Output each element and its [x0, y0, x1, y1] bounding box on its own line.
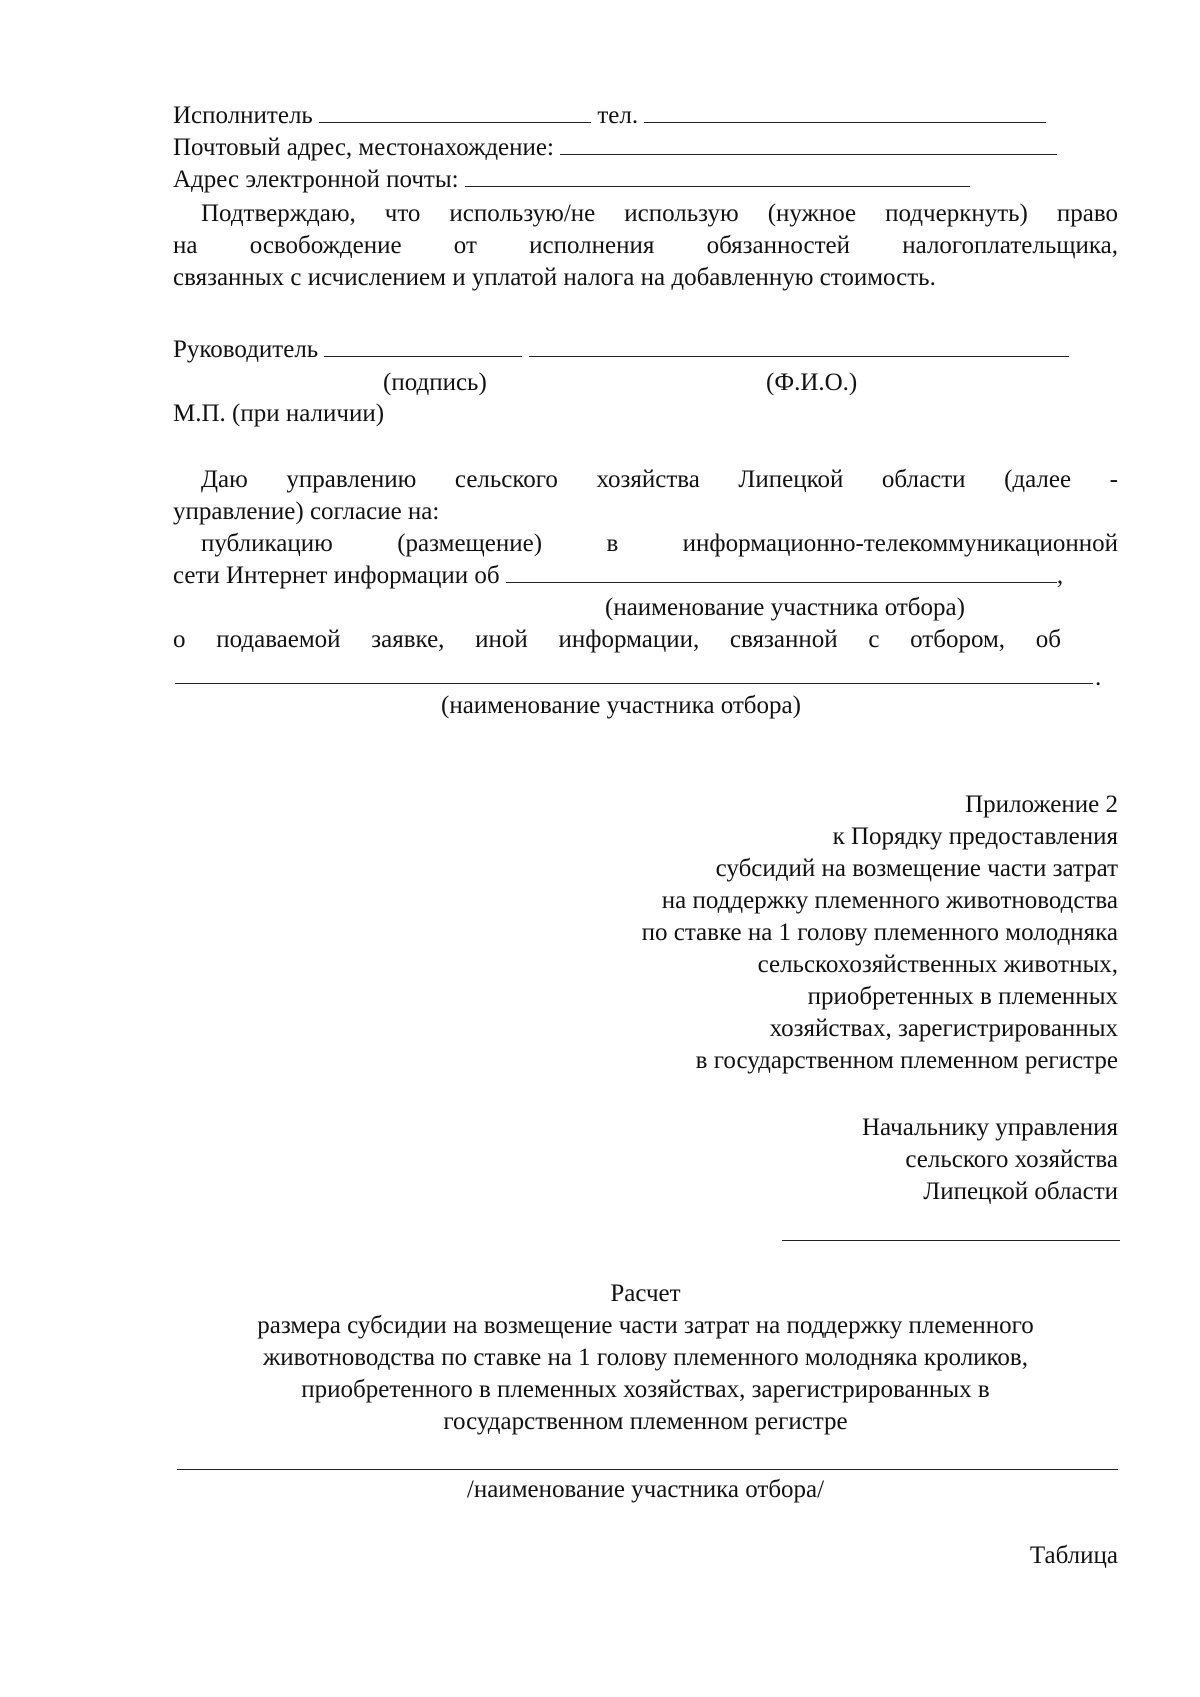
postal-address-label: Почтовый адрес, местонахождение: — [173, 134, 554, 161]
fio-caption: (Ф.И.О.) — [766, 369, 858, 396]
postal-address-line — [173, 132, 1118, 164]
addressee-block — [680, 1112, 1118, 1208]
consent-period: . — [1095, 664, 1102, 691]
participant-name-blank-1 — [506, 560, 1057, 583]
tel-label: тел. — [597, 102, 639, 129]
appendix-line: хозяйствах, зарегистрированных — [769, 1015, 1118, 1042]
calculation-subtitle-line: приобретенного в племенных хозяйствах, зарегистрированных в — [301, 1376, 990, 1403]
participant-name-blank-3 — [177, 1469, 1118, 1470]
appendix-header — [480, 789, 1118, 1077]
participant-caption-1: (наименование участника отбора) — [605, 594, 965, 621]
vat-statement-line-2: на освобождение от исполнения обязанностей налогоплательщика, — [173, 232, 1118, 259]
appendix-line: сельскохозяйственных животных, — [757, 951, 1118, 978]
calculation-subtitle — [173, 1310, 1118, 1438]
table-label: Таблица — [1029, 1542, 1118, 1569]
signature-caption: (подпись) — [383, 369, 487, 396]
tel-blank — [644, 100, 1046, 123]
appendix-line: на поддержку племенного животноводства — [661, 887, 1118, 914]
appendix-line: в государственном племенном регистре — [695, 1047, 1118, 1074]
appendix-line: Приложение 2 — [965, 791, 1118, 818]
addressee-line: сельского хозяйства — [905, 1146, 1118, 1173]
consent-line-4-text: сети Интернет информации об — [173, 562, 500, 589]
addressee-line: Липецкой области — [923, 1178, 1118, 1205]
postal-address-blank — [560, 132, 1057, 155]
participant-caption-2: (наименование участника отбора) — [441, 692, 801, 719]
participant-caption-3: /наименование участника отбора/ — [466, 1476, 825, 1503]
addressee-name-blank — [782, 1240, 1120, 1241]
consent-line-3: публикацию (размещение) в информационно-телекоммуникационной — [201, 530, 1118, 557]
vat-statement-line-3: связанных с исчислением и уплатой налога на добавленную стоимость. — [173, 264, 936, 291]
appendix-line: к Порядку предоставления — [832, 823, 1118, 850]
executor-label: Исполнитель — [173, 102, 313, 129]
addressee-line: Начальнику управления — [862, 1114, 1118, 1141]
appendix-line: приобретенных в племенных — [807, 983, 1118, 1010]
executor-line — [173, 100, 1118, 132]
head-label: Руководитель — [173, 336, 319, 363]
fio-blank — [529, 334, 1069, 357]
consent-line-4 — [173, 560, 1118, 592]
calculation-subtitle-line: животноводства по ставке на 1 голову племенного молодняка кроликов, — [263, 1344, 1028, 1371]
email-blank — [465, 164, 970, 187]
calculation-title: Расчет — [610, 1280, 681, 1307]
participant-name-blank-2 — [175, 683, 1093, 684]
stamp-note: М.П. (при наличии) — [173, 400, 385, 427]
email-label: Адрес электронной почты: — [173, 166, 459, 193]
head-signature-line — [173, 334, 1118, 366]
consent-line-5: о подаваемой заявке, иной информации, связанной с отбором, об — [173, 626, 1061, 653]
signature-blank — [324, 334, 522, 357]
calculation-subtitle-line: государственном племенном регистре — [443, 1408, 848, 1435]
consent-comma: , — [1056, 562, 1064, 589]
vat-statement-line-1: Подтверждаю, что использую/не использую (нужное подчеркнуть) право — [201, 200, 1118, 227]
executor-blank — [319, 100, 591, 123]
consent-line-2: управление) согласие на: — [173, 498, 440, 525]
calculation-subtitle-line: размера субсидии на возмещение части затрат на поддержку племенного — [257, 1312, 1034, 1339]
appendix-line: по ставке на 1 голову племенного молодняка — [641, 919, 1118, 946]
consent-line-1: Даю управлению сельского хозяйства Липецкой области (далее - — [201, 466, 1118, 493]
appendix-line: субсидий на возмещение части затрат — [715, 855, 1118, 882]
email-line — [173, 164, 1118, 196]
